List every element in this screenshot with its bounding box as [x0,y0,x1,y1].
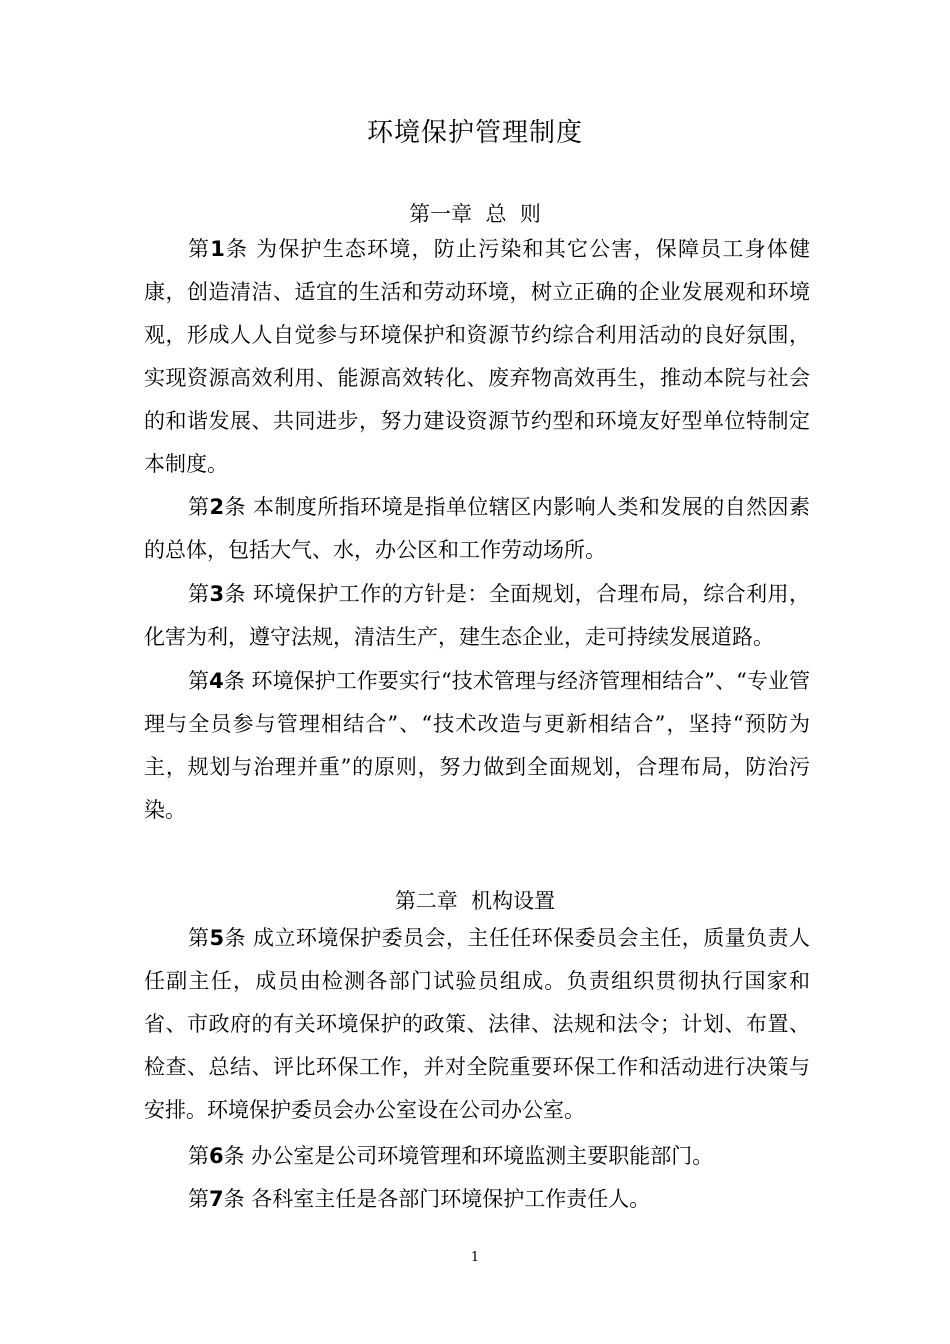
article-number: 1 [210,237,225,261]
article-prefix: 第 [188,1187,209,1211]
article-prefix: 第 [188,237,211,261]
chapter-heading: 第一章 总 则 [409,202,541,226]
page-number: 1 [470,1250,480,1265]
article-3 [144,573,810,659]
article-text: 环境保护工作的方针是：全面规划，合理布局，综合利用，化害为利，遵守法规，清洁生产，建生态企业，走可持续发展道路。 [144,582,810,649]
article-text: 成立环境保护委员会，主任任环保委员会主任，质量负责人任副主任，成员由检测各部门试验员组成。负责组织贯彻执行国家和省、市政府的有关环境保护的政策、法律、法规和法令；计划、布置、检查、总结、评比环保工作，并对全院重要环保工作和活动进行决策与安排。环境保护委员会办公室设在公司办公室。 [144,926,810,1122]
article-2 [144,486,810,572]
article-suffix: 条 [223,1187,245,1211]
article-4 [144,660,810,832]
article-prefix: 第 [188,1144,209,1168]
article-suffix: 条 [224,582,246,606]
article-suffix: 条 [224,926,246,950]
article-text: 各科室主任是各部门环境保护工作责任人。 [244,1187,651,1211]
article-number: 7 [209,1187,224,1211]
article-text: 为保护生态环境，防止污染和其它公害，保障员工身体健康，创造清洁、适宜的生活和劳动环境，树立正确的企业发展观和环境观，形成人人自觉参与环境保护和资源节约综合利用活动的良好氛围，实现资源高效利用、能源高效转化、废弃物高效再生，推动本院与社会的和谐发展、共同进步，努力建设资源节约型和环境友好型单位特制定本制度。 [144,237,810,476]
article-text: 办公室是公司环境管理和环境监测主要职能部门。 [244,1144,714,1168]
article-1 [144,228,810,486]
article-suffix: 条 [223,669,245,693]
article-prefix: 第 [188,926,210,950]
article-number: 2 [209,495,225,519]
article-number: 5 [209,926,225,950]
article-7 [144,1178,810,1221]
article-text: 本制度所指环境是指单位辖区内影响人类和发展的自然因素的总体，包括大气、水，办公区和工作劳动场所。 [144,495,810,562]
article-suffix: 条 [224,495,246,519]
article-text: 环境保护工作要实行“技术管理与经济管理相结合”、“专业管理与全员参与管理相结合”、“技术改造与更新相结合”，坚持“预防为主，规划与治理并重”的原则，努力做到全面规划，合理布局，防治污染。 [144,669,811,822]
article-prefix: 第 [188,495,210,519]
article-5 [144,917,810,1132]
document-title: 环境保护管理制度 [366,118,583,148]
article-suffix: 条 [223,1144,245,1168]
article-number: 3 [209,582,225,606]
article-prefix: 第 [188,582,210,606]
article-suffix: 条 [224,237,249,261]
article-number: 4 [209,669,224,693]
article-prefix: 第 [188,669,210,693]
chapter-heading: 第二章 机构设置 [394,889,556,913]
article-6 [144,1135,810,1178]
article-number: 6 [209,1144,224,1168]
